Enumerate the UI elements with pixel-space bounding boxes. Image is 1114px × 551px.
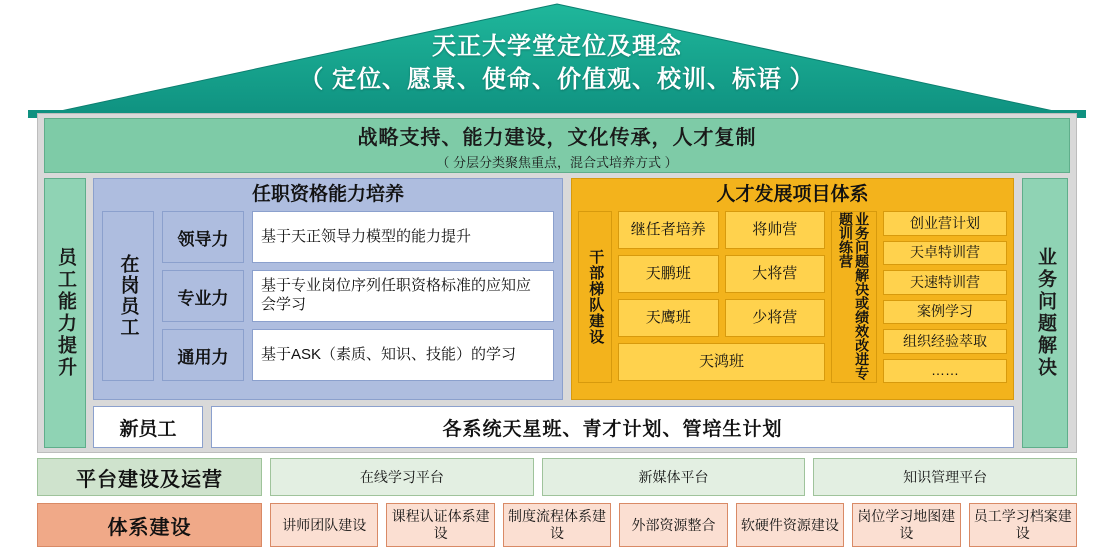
special-program-list [883,211,1007,383]
qualification-block [93,178,563,400]
list-item: 创业营计划 [883,211,1007,236]
system-item: 软硬件资源建设 [736,503,844,547]
system-item: 课程认证体系建设 [386,503,494,547]
problem-solving-camp-label [831,211,877,383]
system-row [37,503,1077,547]
new-employee-label: 新员工 [93,406,203,448]
list-item: 天速特训营 [883,270,1007,295]
capability-key: 通用力 [162,329,244,381]
capability-value: 基于ASK（素质、知识、技能）的学习 [252,329,554,381]
pillar-employee-capability [44,178,86,448]
on-job-employee-label [102,211,154,381]
system-item: 制度流程体系建设 [503,503,611,547]
talent-program-grid [618,211,825,383]
roof-title-line1: 天正大学堂定位及理念 [432,33,682,60]
system-item: 外部资源整合 [619,503,727,547]
program-cell: 大将营 [725,255,826,293]
list-item: 天卓特训营 [883,241,1007,266]
pillar-left-label: 员工能力提升 [54,247,76,379]
on-job-employee-text: 在岗员工 [117,254,139,338]
table-row [618,255,825,293]
new-employee-plan: 各系统天星班、青才计划、管培生计划 [211,406,1014,448]
talent-development-body [572,211,1013,389]
problem-solving-camp-text: 业务问题解决或绩效改进专题训练营 [838,212,871,380]
capability-value: 基于天正领导力模型的能力提升 [252,211,554,263]
system-item: 岗位学习地图建设 [852,503,960,547]
program-cell: 天鸿班 [618,343,825,381]
talent-development-title: 人才发展项目体系 [716,184,869,205]
new-employee-row [93,406,1014,448]
program-cell: 天鹰班 [618,299,719,337]
strategy-band [44,118,1070,173]
roof-shape [0,0,1114,115]
strategy-main-text: 战略支持、能力建设，文化传承，人才复制 [357,126,757,149]
platform-title: 平台建设及运营 [37,458,262,496]
list-item: 案例学习 [883,300,1007,325]
system-item: 员工学习档案建设 [969,503,1077,547]
system-item: 讲师团队建设 [270,503,378,547]
qualification-body [94,211,562,389]
program-cell: 少将营 [725,299,826,337]
table-row [618,299,825,337]
roof-title-line2: （ 定位、愿景、使命、价值观、校训、标语 ） [299,66,815,93]
cadre-echelon-label [578,211,612,383]
program-cell: 天鹏班 [618,255,719,293]
capability-key: 专业力 [162,270,244,322]
capability-value: 基于专业岗位序列任职资格标准的应知应会学习 [252,270,554,322]
platform-row [37,458,1077,496]
table-row [162,329,554,381]
talent-development-block [571,178,1014,400]
qualification-title: 任职资格能力培养 [251,184,404,205]
list-item: …… [883,359,1007,384]
roof-title [0,30,1114,96]
table-row [618,343,825,381]
qualification-rows [162,211,554,381]
platform-item: 知识管理平台 [813,458,1077,496]
table-row [162,211,554,263]
program-cell: 继任者培养 [618,211,719,249]
platform-item: 新媒体平台 [542,458,806,496]
pillar-right-label: 业务问题解决 [1034,247,1056,379]
capability-key: 领导力 [162,211,244,263]
table-row [162,270,554,322]
strategy-sub-text: （ 分层分类聚焦重点，混合式培养方式 ） [436,154,678,170]
program-cell: 将帅营 [725,211,826,249]
list-item: 组织经验萃取 [883,329,1007,354]
platform-item: 在线学习平台 [270,458,534,496]
system-title: 体系建设 [37,503,262,547]
cadre-echelon-text: 干部梯队建设 [587,249,605,345]
pillar-business-problem [1022,178,1068,448]
table-row [618,211,825,249]
